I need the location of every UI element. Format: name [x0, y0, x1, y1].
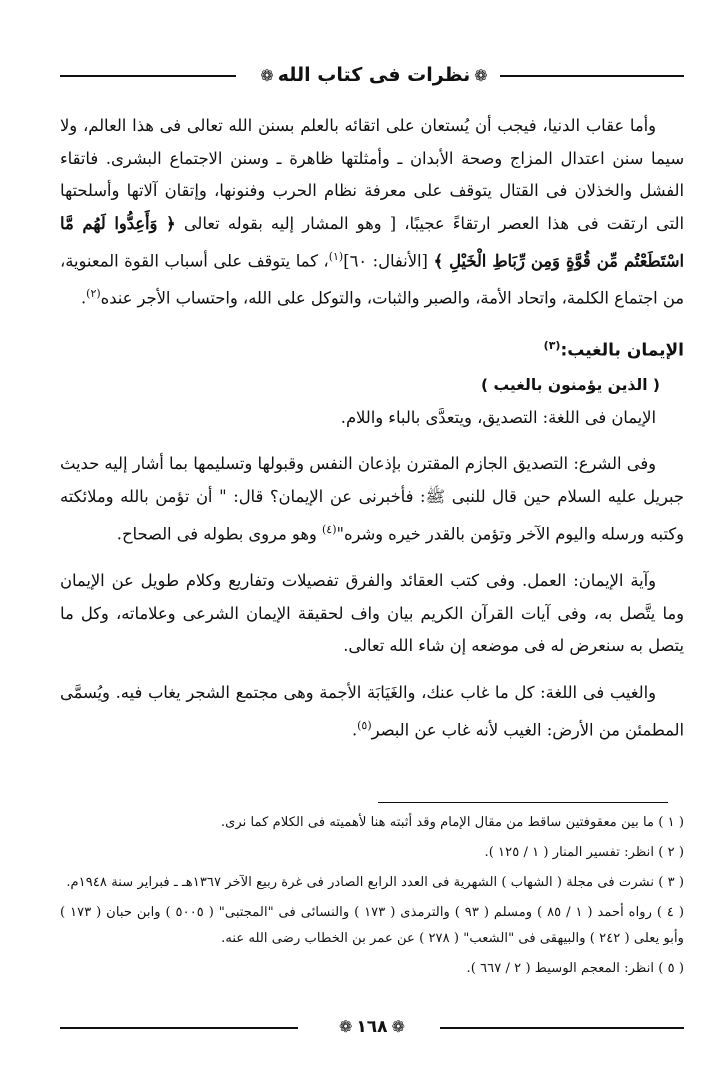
footnote: ( ١ ) ما بين معقوفتين ساقط من مقال الإمام وقد أثبته هنا لأهميته فى الكلام كما نرى.	[220, 815, 684, 830]
verse-reference: [الأنفال: ٦٠]	[343, 251, 428, 271]
footnote-marker: (٢)	[86, 286, 101, 300]
header-rule-left	[60, 75, 236, 77]
quran-verse: ﴿ وَأَعِدُّوا لَهُم مَّا اسْتَطَعْتُم مِّن قُوَّةٍ وَمِن رِّبَاطِ الْخَيْلِ ﴾	[60, 214, 684, 271]
flower-ornament-icon: ❁	[339, 1017, 353, 1036]
footer-rule-right	[440, 1027, 684, 1029]
footnote: ( ٤ ) رواه أحمد ( ١ / ٨٥ ) ومسلم ( ٩٣ ) والترمذى ( ١٧٣ ) والنسائى فى "المجتبى" ( ٥٠٠٥ ) وابن حبان ( ١٧٣ ) وأبو يعلى ( ٢٤٢ ) والبيهقى فى "الشعب" ( ٢٧٨ ) عن عمر بن الخطاب رضى الله عنه.	[60, 905, 685, 946]
flower-ornament-icon: ❁	[474, 65, 488, 85]
paragraph: وفى الشرع: التصديق الجازم المقترن بإذعان النفس وقبولها وتسليمها بما أشار إليه حديث جبريل عليه السلام حين قال للنبى ﷺ: فأخبرنى عن الإيمان؟ قال: " أن تؤمن بالله وملائكته وكتبه ورسله واليوم الآخر وتؤمن بالقدر خيره وشره"$^{(٤)}$ وهو مروى بطوله فى الصحاح.	[60, 454, 684, 544]
footnote-marker: (١)	[328, 249, 344, 263]
footnote-marker: (٣)	[543, 339, 561, 353]
flower-ornament-icon: ❁	[260, 65, 274, 85]
paragraph: الإيمان فى اللغة: التصديق، ويتعدَّى بالباء واللام.	[340, 407, 656, 427]
paragraph: وأما عقاب الدنيا، فيجب أن يُستعان على اتقائه بالعلم بسنن الله تعالى فى هذا العالم، ولا سيما سنن اعتدال المزاج وصحة الأبدان ـ وأمثلتها ظاهرة ـ وسنن الاجتماع البشرى. فاتقاء الفشل والخذلان فى القتال يتوقف على معرفة نظام الحرب وفنونها، وإتقان آلاتها وأسلحتها التى ارتقت فى هذا العصر ارتقاءً عجيبًا، [ وهو المشار إليه بقوله تعالى ﴿ وَأَعِدُّوا لَهُم مَّا اسْتَطَعْتُم مِّن قُوَّةٍ وَمِن رِّبَاطِ الْخَيْلِ ﴾ [الأنفال: ٦٠]$^{(١)}$، كما يتوقف على أسباب القوة المعنوية، من اجتماع الكلمة، واتحاد الأمة، والصبر والثبات، والتوكل على الله، واحتساب الأجر عنده$^{(٢)}$.	[60, 116, 685, 308]
page-body	[60, 110, 684, 747]
page-footer	[60, 1012, 684, 1042]
paragraph: وآية الإيمان: العمل. وفى كتب العقائد والفرق تفصيلات وتفاريع وكلام طويل عن الإيمان وما يتَّصل به، وفى آيات القرآن الكريم بيان واف لحقيقة الإيمان الشرعى وعلاماته، وكل ما يتصل به سنعرض له فى موضعه إن شاء الله تعالى.	[60, 570, 684, 656]
paragraph: والغيب فى اللغة: كل ما غاب عنك، والغَيَابَة الأجمة وهى مجتمع الشجر يغاب فيه. ويُسمَّى المطمئن من الأرض: الغيب لأنه غاب عن البصر$^{(٥)}$.	[60, 683, 684, 740]
footnote: ( ٣ ) نشرت فى مجلة ( الشهاب ) الشهرية فى العدد الرابع الصادر فى غرة ربيع الآخر ١٣٦٧هـ ـ فبراير سنة ١٩٤٨م.	[66, 875, 684, 890]
running-header	[60, 58, 684, 92]
section-heading: الإيمان بالغيب:$^{(٣)}$	[543, 339, 684, 361]
footnote-marker: (٥)	[357, 718, 372, 732]
header-title	[246, 58, 502, 93]
footnote: ( ٢ ) انظر: تفسير المنار ( ١ / ١٢٥ ).	[484, 845, 684, 860]
footer-rule-left	[60, 1027, 298, 1029]
footnote-marker: (٤)	[321, 522, 337, 536]
flower-ornament-icon: ❁	[391, 1017, 405, 1036]
book-title: نظرات فى كتاب الله	[277, 64, 471, 86]
section-subheading: ( الذين يؤمنون بالغيب )	[481, 375, 660, 394]
header-rule-right	[500, 75, 684, 77]
footnote: ( ٥ ) انظر: المعجم الوسيط ( ٢ / ٦٦٧ ).	[466, 961, 684, 976]
footnotes	[60, 810, 684, 982]
page-number: ❁١٦٨❁	[306, 1012, 438, 1042]
footnote-separator	[378, 802, 668, 803]
